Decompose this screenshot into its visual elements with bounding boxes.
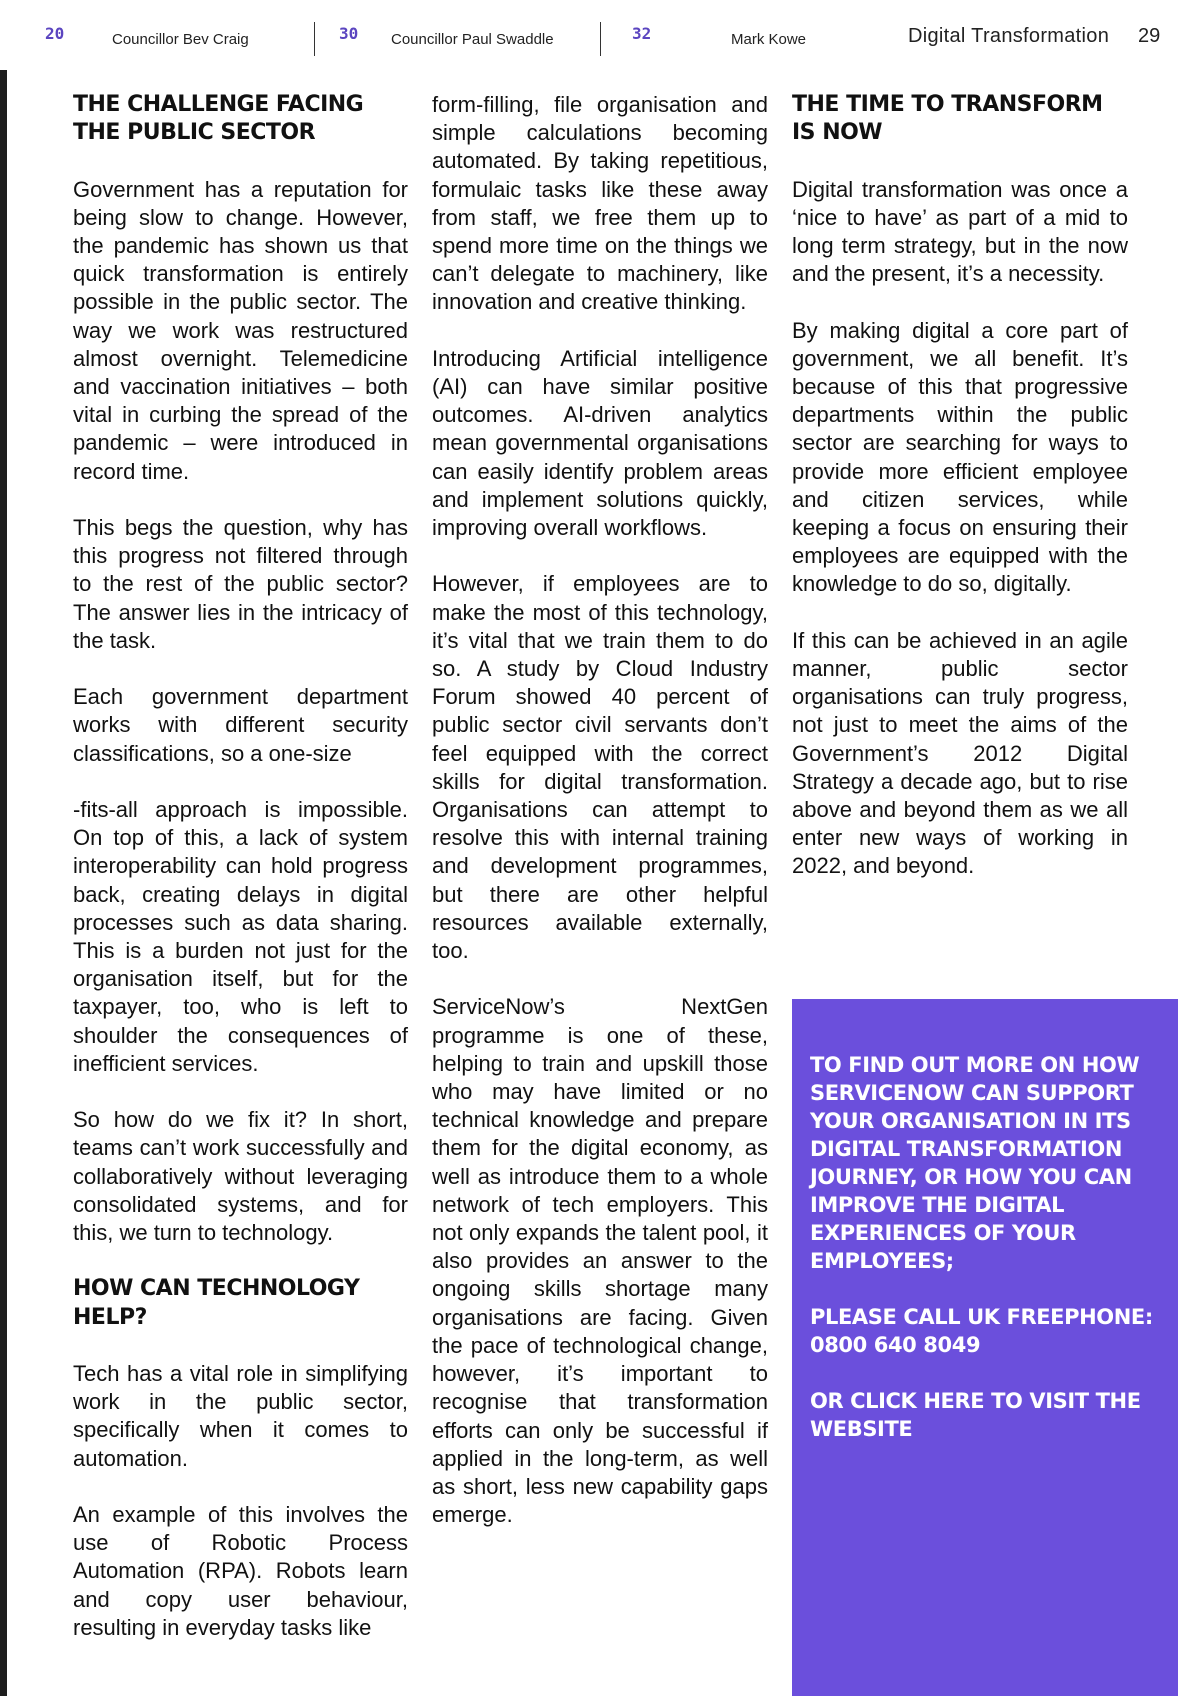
nav-link-councillor-bev-craig[interactable]: Councillor Bev Craig (112, 31, 249, 48)
paragraph: Each government department works with different security classifications, so a one-size (73, 684, 408, 766)
paragraph: By making digital a core part of government, we all benefit. It’s because of this that progressive departments within the public sector are searching for ways to provide more efficient employee and citizen services, while keeping a focus on ensuring their employees are equipped with the knowledge to do so, digitally. (792, 317, 1128, 597)
nav-divider (600, 22, 601, 56)
paragraph: An example of this involves the use of Robotic Process Automation (RPA). Robots learn and copy user behaviour, resulting in everyday tasks like (73, 1502, 408, 1640)
heading-challenge: THE CHALLENGE FACING THE PUBLIC SECTOR (73, 92, 364, 146)
heading-technology-help: HOW CAN TECHNOLOGY HELP? (73, 1276, 360, 1330)
cta-box (792, 999, 1178, 1696)
article-column-2 (432, 91, 768, 1558)
cta-website-link[interactable]: OR CLICK HERE TO VISIT THE WEBSITE (810, 1389, 1141, 1441)
paragraph: ServiceNow’s NextGen programme is one of these, helping to train and upskill those who may have limited or no technical knowledge and prepare them for the digital economy, as well as introduce them to a whole network of tech employers. This not only expands the talent pool, it also provides an answer to the ongoing skills shortage many organisations are facing. Given the pace of technological change, however, it’s important to recognise that transformation efforts can only be successful if applied in the long-term, as well as short, less new capability gaps emerge. (432, 994, 768, 1528)
nav-link-councillor-paul-swaddle[interactable]: Councillor Paul Swaddle (391, 31, 554, 48)
paragraph: -fits-all approach is impossible. On top of this, a lack of system interoperability can hold progress back, creating delays in digital processes such as data sharing. This is a burden not just for the organisation itself, but for the taxpayer, too, who is left to shoulder the consequences of inefficient services. (73, 797, 408, 1076)
nav-link-mark-kowe[interactable]: Mark Kowe (731, 31, 807, 48)
section-title: Digital Transformation (908, 25, 1110, 47)
page-edge-bar (0, 70, 7, 1696)
page-header (0, 0, 1200, 70)
paragraph: Government has a reputation for being slow to change. However, the pandemic has shown us that quick transformation is entirely possible in the public sector. The way we work was restructured almost overnight. Telemedicine and vaccination initiatives – both vital in curbing the spread of the pandemic – were introduced in record time. (73, 176, 408, 484)
nav-page-number-2[interactable]: 30 (339, 24, 359, 43)
nav-divider (314, 22, 315, 56)
paragraph: This begs the question, why has this progress not filtered through to the rest of the public sector? The answer lies in the intricacy of the task. (73, 515, 408, 653)
heading-time-to-transform: THE TIME TO TRANSFORM IS NOW (792, 92, 1103, 146)
paragraph: If this can be achieved in an agile manner, public sector organisations can truly progress, not just to meet the aims of the Government’s 2012 Digital Strategy a decade ago, but to rise above and beyond them as we all enter new ways of working in 2022, and beyond. (792, 627, 1128, 879)
cta-text: TO FIND OUT MORE ON HOW SERVICENOW CAN SUPPORT YOUR ORGANISATION IN ITS DIGITAL TRANSFORMATION JOURNEY, OR HOW YOU CAN IMPROVE THE DIGITAL EXPERIENCES OF YOUR EMPLOYEES; (810, 1053, 1140, 1273)
nav-page-number-3[interactable]: 32 (632, 24, 652, 43)
paragraph: Tech has a vital role in simplifying work in the public sector, specifically when it comes to automation. (73, 1361, 408, 1471)
page-number: 29 (1138, 25, 1161, 47)
article-column-3 (792, 91, 1128, 909)
article-column-1 (73, 91, 408, 1670)
paragraph: So how do we fix it? In short, teams can’t work successfully and collaboratively without leveraging consolidated systems, and for this, we turn to technology. (73, 1107, 408, 1246)
paragraph: However, if employees are to make the most of this technology, it’s vital that we train them to do so. A study by Cloud Industry Forum showed 40 percent of public sector civil servants don’t feel equipped with the correct skills for digital transformation. Organisations can attempt to resolve this with internal training and development programmes, but there are other helpful resources available externally, too. (432, 571, 768, 964)
cta-phone[interactable]: PLEASE CALL UK FREEPHONE: 0800 640 8049 (810, 1305, 1153, 1357)
nav-page-number-1[interactable]: 20 (45, 24, 65, 43)
paragraph: form-filling, file organisation and simple calculations becoming automated. By taking repetitious, formulaic tasks like these away from staff, we free them up to spend more time on the things we can’t delegate to machinery, like innovation and creative thinking. (432, 92, 768, 315)
paragraph: Introducing Artificial intelligence (AI) can have similar positive outcomes. AI-driven analytics mean governmental organisations can easily identify problem areas and implement solutions quickly, improving overall workflows. (432, 345, 768, 541)
paragraph: Digital transformation was once a ‘nice to have’ as part of a mid to long term strategy, but in the now and the present, it’s a necessity. (792, 176, 1128, 287)
